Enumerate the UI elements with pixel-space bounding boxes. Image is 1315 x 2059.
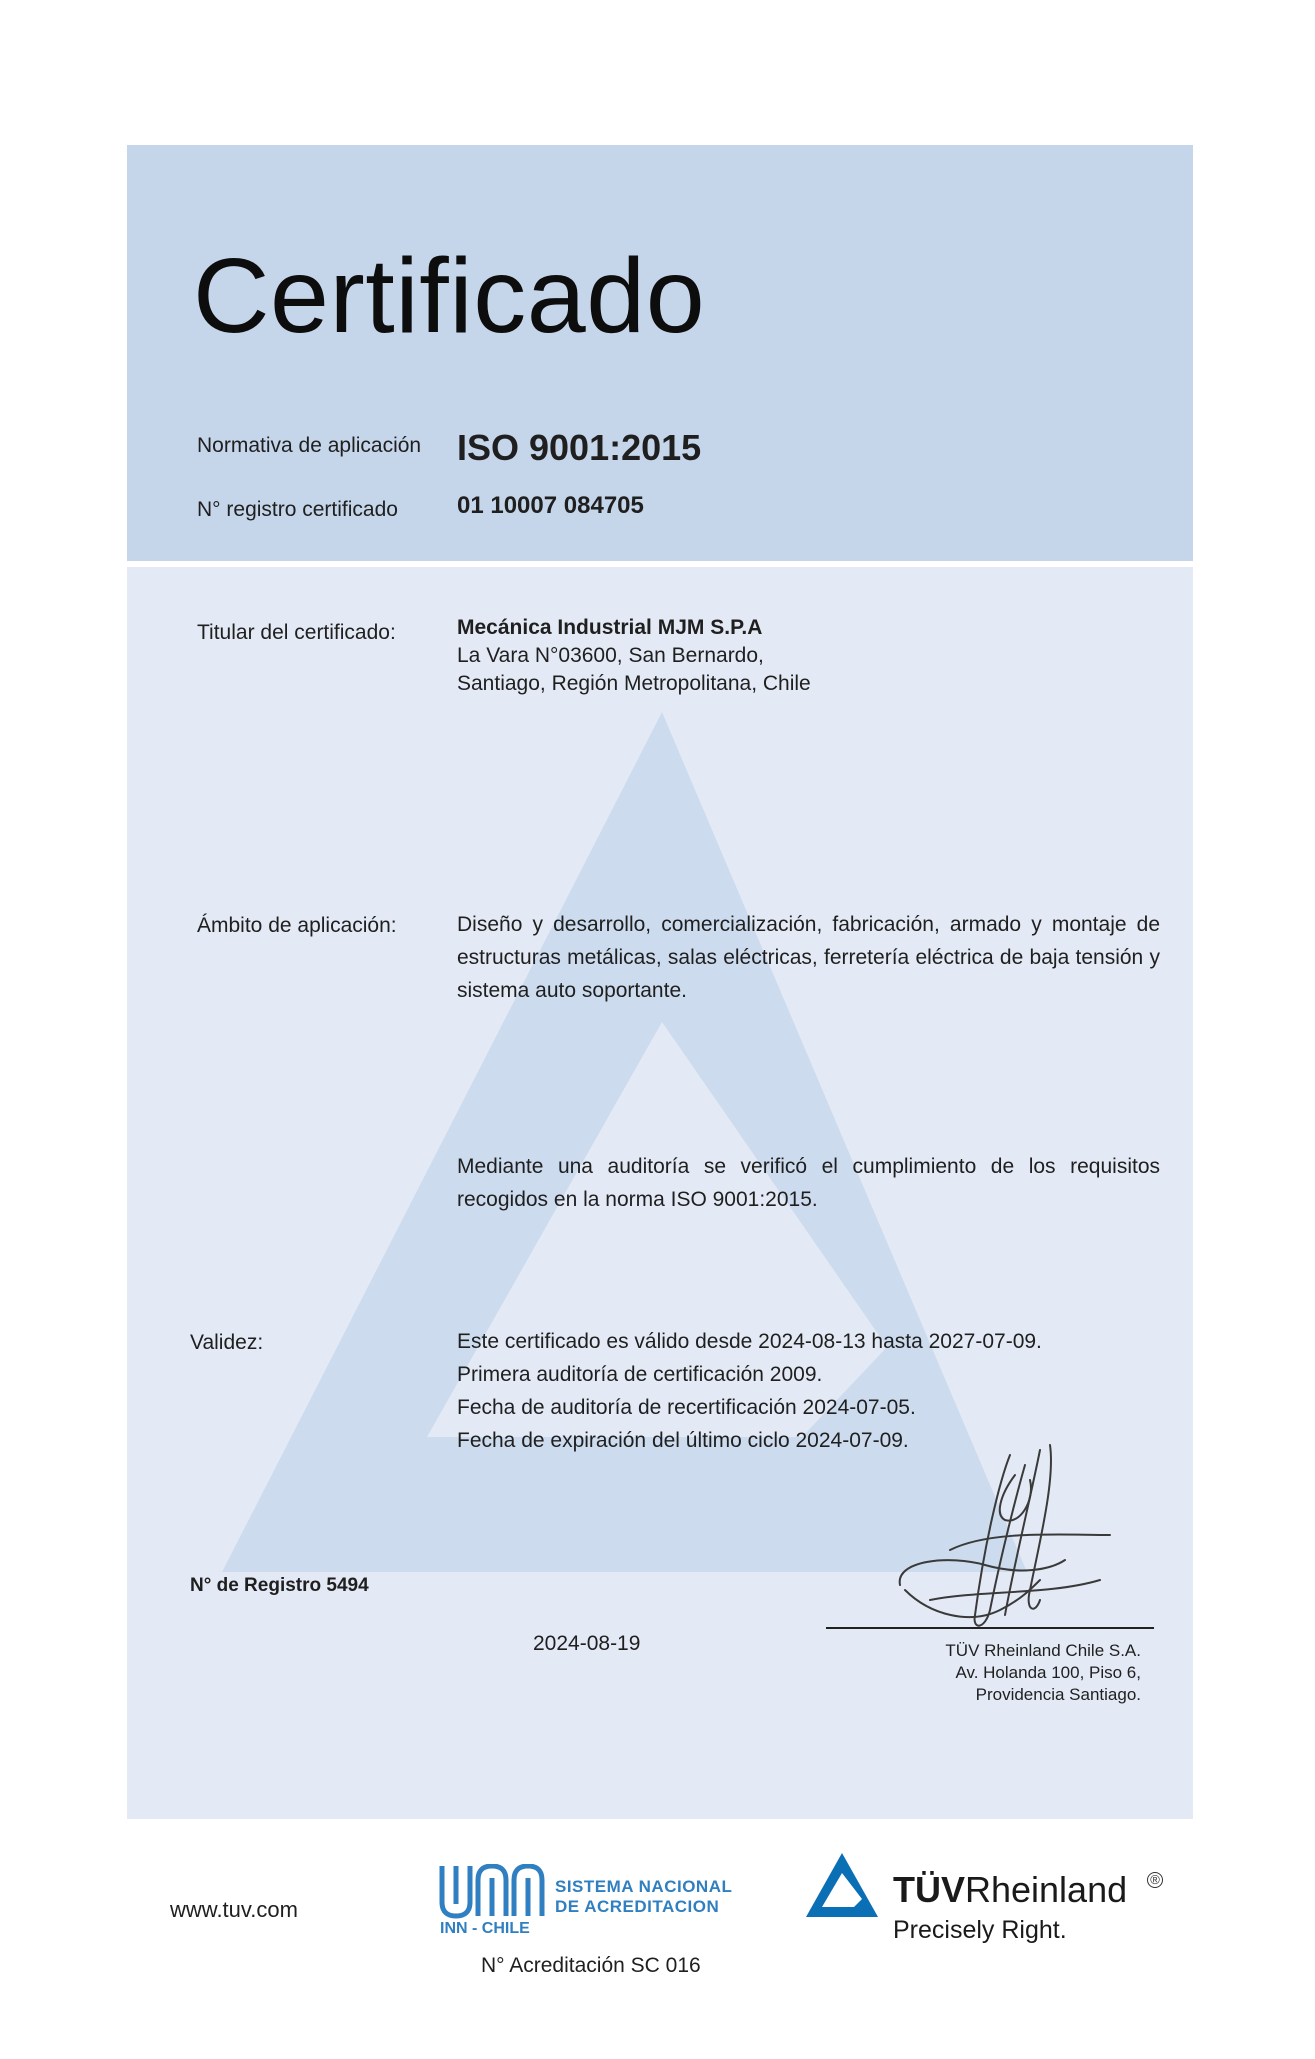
holder-address-line1: La Vara N°03600, San Bernardo, bbox=[457, 644, 764, 667]
signature-icon bbox=[890, 1440, 1120, 1645]
standard-value: ISO 9001:2015 bbox=[457, 427, 702, 468]
holder-address-line2: Santiago, Región Metropolitana, Chile bbox=[457, 672, 811, 695]
tuv-brand-bold: TÜV bbox=[893, 1869, 965, 1910]
issuer-name: TÜV Rheinland Chile S.A. bbox=[945, 1641, 1141, 1660]
registered-mark: ® bbox=[1147, 1872, 1163, 1888]
validity-line: Primera auditoría de certificación 2009. bbox=[457, 1363, 823, 1386]
tuv-triangle-logo-icon bbox=[804, 1851, 880, 1921]
registration-value: 01 10007 084705 bbox=[457, 492, 644, 519]
scope-text: Diseño y desarrollo, comercialización, fabricación, armado y montaje de estructuras metálicas, salas eléctricas, ferretería eléctrica de baja tensión y sistema auto soportante. bbox=[457, 913, 1160, 1002]
issuer-address-line2: Providencia Santiago. bbox=[975, 1685, 1141, 1704]
validity-label: Validez: bbox=[190, 1331, 264, 1354]
issuer-address-line1: Av. Holanda 100, Piso 6, bbox=[955, 1663, 1141, 1682]
inn-chile-logo-icon bbox=[438, 1864, 548, 1920]
certificate-title: Certificado bbox=[193, 237, 706, 355]
inn-chile-label: INN - CHILE bbox=[440, 1920, 530, 1937]
registry-number: N° de Registro 5494 bbox=[190, 1575, 369, 1596]
standard-label: Normativa de aplicación bbox=[197, 434, 422, 457]
inn-line1: SISTEMA NACIONAL bbox=[555, 1877, 733, 1896]
inn-system-name bbox=[555, 1877, 732, 1917]
tuv-slogan: Precisely Right. bbox=[893, 1916, 1067, 1944]
holder-block bbox=[457, 614, 811, 698]
accreditation-number: N° Acreditación SC 016 bbox=[481, 1954, 701, 1977]
holder-name: Mecánica Industrial MJM S.P.A bbox=[457, 616, 763, 639]
validity-line: Fecha de auditoría de recertificación 2024-07-05. bbox=[457, 1396, 916, 1419]
signature-line bbox=[826, 1627, 1154, 1629]
inn-line2: DE ACREDITACION bbox=[555, 1897, 720, 1916]
registration-label: N° registro certificado bbox=[197, 498, 398, 521]
scope-label: Ámbito de aplicación: bbox=[197, 914, 397, 937]
validity-lines bbox=[457, 1325, 1042, 1457]
audit-statement: Mediante una auditoría se verificó el cumplimiento de los requisitos recogidos en la norma ISO 9001:2015. bbox=[457, 1155, 1160, 1211]
issue-date: 2024-08-19 bbox=[533, 1632, 641, 1655]
holder-label: Titular del certificado: bbox=[197, 621, 396, 644]
website-link[interactable]: www.tuv.com bbox=[170, 1897, 298, 1922]
validity-line: Fecha de expiración del último ciclo 2024-07-09. bbox=[457, 1429, 909, 1452]
validity-line: Este certificado es válido desde 2024-08-13 hasta 2027-07-09. bbox=[457, 1330, 1042, 1353]
tuv-brand-rest: Rheinland bbox=[965, 1869, 1128, 1910]
tuv-brand-name bbox=[893, 1869, 1127, 1911]
issuer-block bbox=[945, 1640, 1141, 1706]
